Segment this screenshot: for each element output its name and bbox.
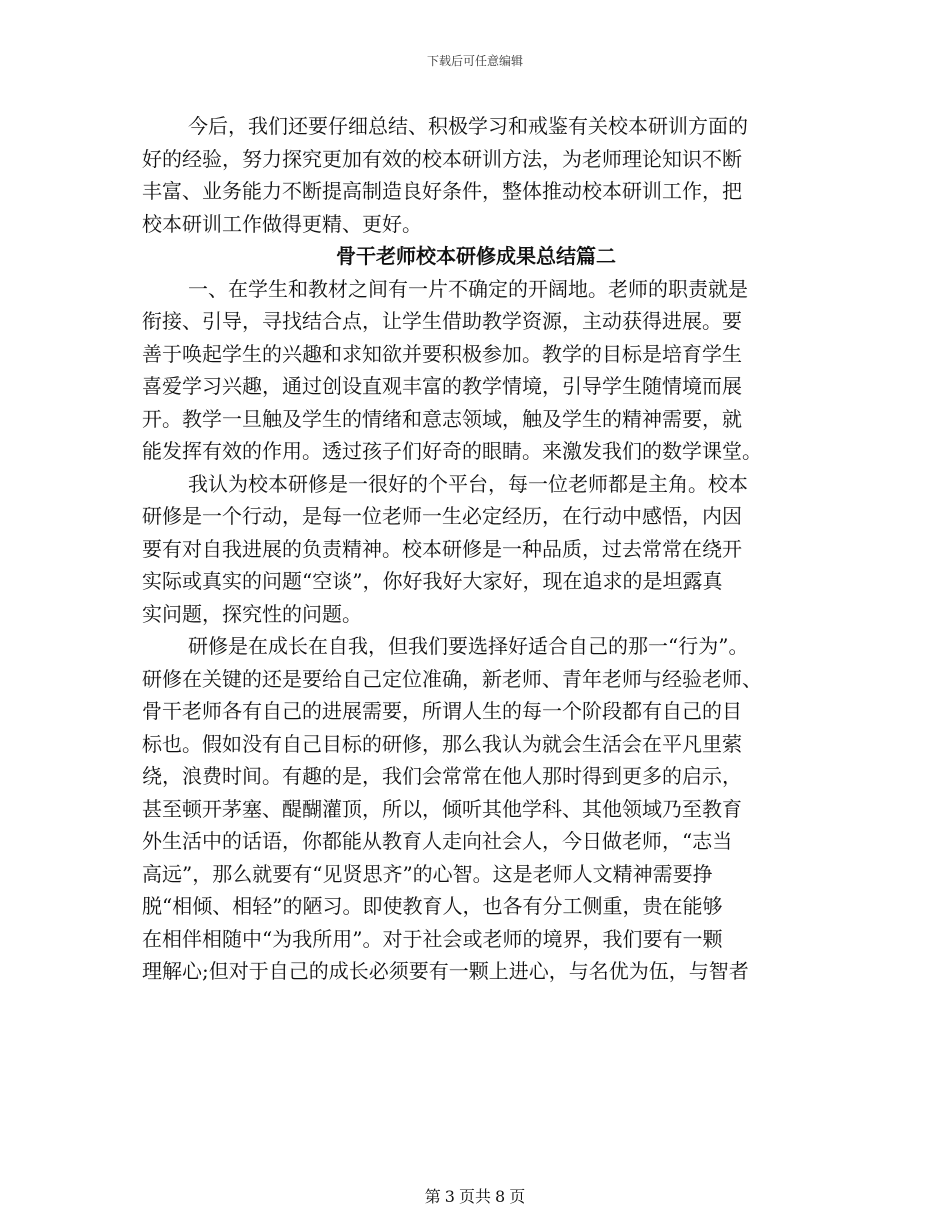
paragraph-line: 校本研训工作做得更精、更好。 [142,211,422,236]
paragraph-line: 一、在学生和教材之间有一片不确定的开阔地。老师的职责就是 [188,276,748,301]
paragraph-line: 开。教学一旦触及学生的情绪和意志领域，触及学生的精神需要，就 [142,406,742,431]
paragraph-line: 要有对自我进展的负责精神。校本研修是一种品质，过去常常在绕开 [142,536,742,561]
paragraph-line: 能发挥有效的作用。透过孩子们好奇的眼睛。来激发我们的数学课堂。 [142,439,762,463]
page-number-suffix: 页 [509,1187,526,1206]
paragraph-line: 研修在关键的还是要给自己定位准确，新老师、青年老师与经验老师、 [142,666,762,691]
page-number-prefix: 第 [424,1187,441,1206]
paragraph-line: 实际或真实的问题“空谈”，你好我好大家好，现在追求的是坦露真 [142,569,723,593]
document-body [142,110,810,988]
page-footer [0,1184,950,1207]
header-note: 下载后可任意编辑 [426,54,523,68]
paragraph-line: 标也。假如没有自己目标的研修，那么我认为就会生活会在平凡里萦 [142,731,742,756]
paragraph-line: 在相伴相随中“为我所用”。对于社会或老师的境界，我们要有一颗 [142,926,723,951]
paragraph-line: 绕，浪费时间。有趣的是，我们会常常在他人那时得到更多的启示， [142,764,742,788]
paragraph-line: 研修是在成长在自我，但我们要选择好适合自己的那一“行为”。 [188,634,749,658]
paragraph-line: 喜爱学习兴趣，通过创设直观丰富的教学情境，引导学生随情境而展 [142,374,742,398]
paragraph-line: 实问题，探究性的问题。 [142,601,362,626]
paragraph-line: 好的经验，努力探究更加有效的校本研训方法，为老师理论知识不断 [142,146,742,171]
total-pages-number: 8 [495,1187,506,1206]
paragraph-line: 甚至顿开茅塞、醍醐灌顶，所以，倾听其他学科、其他领域乃至教育 [142,796,742,821]
current-page-number: 3 [444,1187,455,1206]
paragraph-line: 丰富、业务能力不断提高制造良好条件，整体推动校本研训工作，把 [142,179,742,203]
paragraph-line: 外生活中的话语，你都能从教育人走向社会人，今日做老师，“志当 [142,829,733,853]
paragraph-line: 研修是一个行动，是每一位老师一生必定经历，在行动中感悟，内因 [142,504,742,528]
section-title: 骨干老师校本研修成果总结篇二 [336,244,616,268]
paragraph-line: 高远”，那么就要有“见贤思齐”的心智。这是老师人文精神需要挣 [142,861,713,886]
paragraph-line: 今后，我们还要仔细总结、积极学习和戒鉴有关校本研训方面的 [188,114,748,138]
paragraph-line: 理解心;但对于自己的成长必须要有一颗上进心，与名优为伍，与智者 [142,959,749,983]
page-number-middle: 页共 [458,1187,491,1206]
paragraph-line: 衔接、引导，寻找结合点，让学生借助教学资源，主动获得进展。要 [142,309,742,333]
paragraph-line: 善于唤起学生的兴趣和求知欲并要积极参加。教学的目标是培育学生 [142,341,742,366]
paragraph-line: 脱“相倾、相轻”的陋习。即使教育人，也各有分工侧重，贵在能够 [142,894,723,918]
paragraph-line: 骨干老师各有自己的进展需要，所谓人生的每一个阶段都有自己的目 [142,699,742,723]
paragraph-line: 我认为校本研修是一很好的个平台，每一位老师都是主角。校本 [188,471,748,496]
